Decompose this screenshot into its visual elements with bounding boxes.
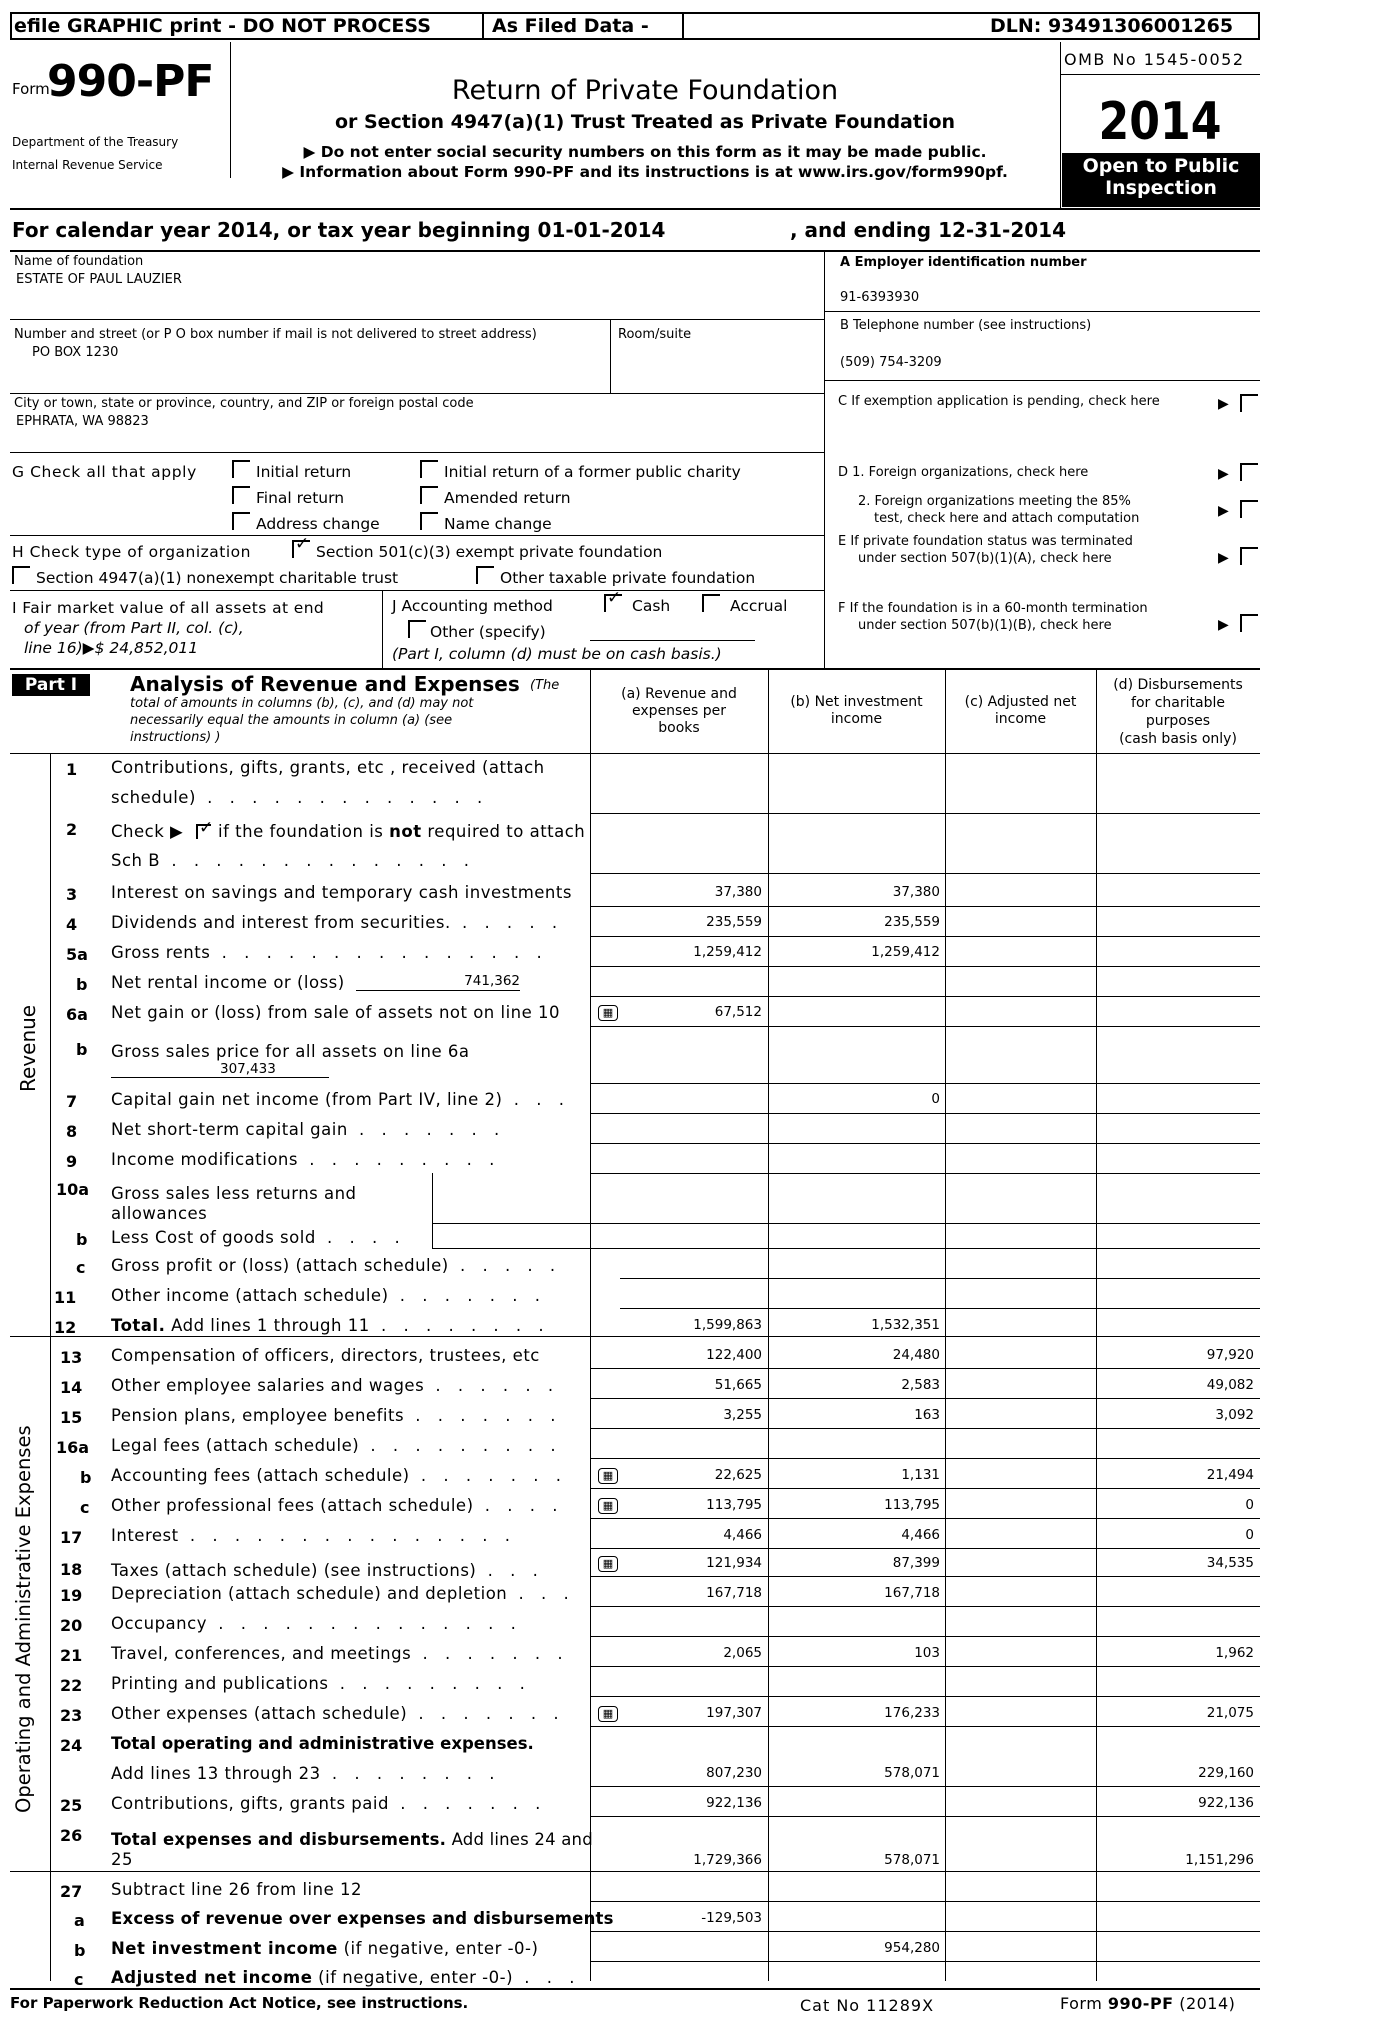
line-label: Gross sales price for all assets on line 6a xyxy=(111,1042,470,1061)
form-prefix: Form xyxy=(12,80,50,98)
amount-d: 1,962 xyxy=(1215,1645,1254,1661)
amount-b: 4,466 xyxy=(901,1527,940,1543)
f-line1: F If the foundation is in a 60-month termination xyxy=(838,601,1148,616)
line-number: c xyxy=(74,1970,84,1989)
line-number: 22 xyxy=(60,1676,83,1695)
amount-a: 1,259,412 xyxy=(693,944,762,960)
open-line2: Inspection xyxy=(1105,177,1217,199)
d1-checkbox[interactable] xyxy=(1240,463,1258,481)
line-label: schedule) . . . . . . . . . . . . . xyxy=(111,788,489,807)
g-address-change-checkbox[interactable] xyxy=(232,512,250,530)
amount-b: 103 xyxy=(914,1645,940,1661)
amount-d: 229,160 xyxy=(1198,1765,1254,1781)
line-number: 16a xyxy=(56,1438,90,1457)
irs-service: Internal Revenue Service xyxy=(12,158,163,172)
efile-label: efile GRAPHIC print - DO NOT PROCESS xyxy=(14,15,431,37)
amount-d: 0 xyxy=(1245,1497,1254,1513)
h-4947-checkbox[interactable] xyxy=(12,566,30,584)
amount-b: 578,071 xyxy=(884,1765,940,1781)
name-label: Name of foundation xyxy=(14,254,144,269)
amount-a: 1,729,366 xyxy=(693,1852,762,1868)
amount-d: 21,494 xyxy=(1206,1467,1254,1483)
line-number: 14 xyxy=(60,1378,83,1397)
city-value: EPHRATA, WA 98823 xyxy=(16,414,149,429)
line-label: Net rental income or (loss) xyxy=(111,973,345,992)
amount-a: 37,380 xyxy=(714,884,762,900)
line-label: Travel, conferences, and meetings . . . . . . . xyxy=(111,1644,569,1663)
c-exemption-label: C If exemption application is pending, check here xyxy=(838,394,1160,409)
dln: DLN: 93491306001265 xyxy=(990,15,1234,37)
phone-label: B Telephone number (see instructions) xyxy=(840,318,1092,333)
amount-a: 22,625 xyxy=(714,1467,762,1483)
line-label: Occupancy . . . . . . . . . . . . . . xyxy=(111,1614,522,1633)
line-number: 10a xyxy=(56,1180,90,1199)
attachment-icon[interactable]: ▦ xyxy=(598,1556,618,1572)
amount-a: 121,934 xyxy=(706,1555,762,1571)
line-label: Adjusted net income (if negative, enter -0-) . . . xyxy=(111,1968,581,1987)
net-rental-value: 741,362 xyxy=(464,973,520,989)
side-label-revenue: Revenue xyxy=(16,1004,40,1092)
line-label: Contributions, gifts, grants, etc , received (attach xyxy=(111,758,545,777)
g-amended-return-checkbox[interactable] xyxy=(420,486,438,504)
line-label: Total. Add lines 1 through 11 . . . . . . . . xyxy=(111,1316,550,1335)
line-label: Sch B . . . . . . . . . . . . . . xyxy=(111,851,475,870)
col-c-header: (c) Adjusted net income xyxy=(964,694,1077,727)
line-label: Accounting fees (attach schedule) . . . . . . . xyxy=(111,1466,568,1485)
footer-cat: Cat No 11289X xyxy=(800,1996,935,2015)
line-label: Compensation of officers, directors, trustees, etc xyxy=(111,1346,540,1365)
amount-b: 578,071 xyxy=(884,1852,940,1868)
j-other-checkbox[interactable] xyxy=(408,620,426,638)
line-number: 7 xyxy=(66,1092,78,1111)
line-number: 19 xyxy=(60,1586,83,1605)
line-number: 12 xyxy=(54,1318,77,1337)
open-line1: Open to Public xyxy=(1082,155,1240,177)
line-number: 2 xyxy=(66,820,78,839)
d2-line2: test, check here and attach computation xyxy=(874,511,1140,526)
line-number: 3 xyxy=(66,885,78,904)
line-number: 15 xyxy=(60,1408,83,1427)
line-number: 23 xyxy=(60,1706,83,1725)
line-label: Other employee salaries and wages . . . . . . xyxy=(111,1376,560,1395)
line-number: b xyxy=(74,1941,86,1960)
line-number: c xyxy=(80,1498,90,1517)
amount-b: 954,280 xyxy=(884,1940,940,1956)
amount-a: 122,400 xyxy=(706,1347,762,1363)
line-label: Dividends and interest from securities. . . . . . xyxy=(111,913,564,932)
line-label: Legal fees (attach schedule) . . . . . . . . . xyxy=(111,1436,562,1455)
form-title: Return of Private Foundation xyxy=(451,75,839,106)
e-line1: E If private foundation status was terminated xyxy=(838,534,1133,549)
line-label: Income modifications . . . . . . . . . xyxy=(111,1150,501,1169)
line-number: a xyxy=(74,1911,85,1930)
line-label: Total expenses and disbursements. Add lines 24 and xyxy=(111,1830,593,1849)
ein-label: A Employer identification number xyxy=(840,255,1087,270)
amount-b: 235,559 xyxy=(884,914,940,930)
amount-d: 34,535 xyxy=(1206,1555,1254,1571)
line-number: 24 xyxy=(60,1736,83,1755)
amount-b: 2,583 xyxy=(901,1377,940,1393)
f-checkbox[interactable] xyxy=(1240,614,1258,632)
part1-note3: instructions) ) xyxy=(130,730,221,745)
line-label: Contributions, gifts, grants paid . . . . . . . xyxy=(111,1794,547,1813)
line-label: Check ▶ xyxy=(111,822,184,841)
h-opt-other-taxable: Other taxable private foundation xyxy=(500,569,756,587)
col-d-header: (d) Disbursements for charitable purposes (cash basis only) xyxy=(1113,677,1243,747)
sch-b-checkbox[interactable] xyxy=(196,824,211,839)
col-b-header: (b) Net investment income xyxy=(790,694,923,727)
line-label: Gross rents . . . . . . . . . . . . . . . xyxy=(111,943,548,962)
line-label: 25 xyxy=(111,1850,133,1869)
amount-a: 235,559 xyxy=(706,914,762,930)
side-label-expenses: Operating and Administrative Expenses xyxy=(12,1425,35,1813)
amount-b: 113,795 xyxy=(884,1497,940,1513)
j-accrual-checkbox[interactable] xyxy=(702,594,720,612)
g-initial-return-checkbox[interactable] xyxy=(232,460,250,478)
line-label: Total operating and administrative expenses. xyxy=(111,1734,534,1753)
amount-d: 97,920 xyxy=(1206,1347,1254,1363)
amount-b: 87,399 xyxy=(892,1555,940,1571)
form-page: efile GRAPHIC print - DO NOT PROCESS As Filed Data - DLN: 93491306001265 Form 990-PF Department of the Treasury Internal Revenue Service Return of Private Foundation or Section 4947(a)(1) Trust Treated as Private Foundation ▶ Do not enter social security numbers on this form as it may be made public. ▶ Information about Form 990-PF and its instructions is at www.irs.gov/form990pf. OMB No 1545-0052 2014 Open to Public Inspection For calendar year 2014, or tax year beginning 01-01-2014 , and ending 12-31-2014 Name of foundation ESTATE OF PAUL LAUZIER A Employer identification number 91-6393930 Number and street (or P O box number if mail is not delivered to street address) Room/suite PO BOX 1230 B Telephone number (see instructions) (509) 754-3209 City or town, state or province, country, and ZIP or foreign postal code EPHRATA, WA 98823 C If exemption application is pending, check here ▶ G Check all that apply Initial return Initial return of a former public charity Final return Amended return Address change Name change H Check type of organization ✓ Section 501(c)(3) exempt private foundation Section 4947(a)(1) nonexempt charitable trust Other taxable private foundation I Fair market value of all assets at end of year (from Part II, col. (c), line 16)▶$ 24,852,011 J Accounting method ✓ Cash Accrual Other (specify) (Part I, column (d) must be on cash basis.) D 1. Foreign organizations, check here ▶ 2. Foreign organizations meeting the 85% test, check here and attach computation ▶ E If private foundation status was terminated under section 507(b)(1)(A), check here ▶ F If the foundation is in a 60-month termination under section 507(b)(1)(B), check here ▶ Part I Analysis of Revenue and Expenses (The total of amounts in columns (b), (c), and (d) may not necessarily equal the amounts in column (a) (see instructions) ) (a) Revenue and expenses per books (b) Net investment income (c) Adjusted net income (d) Disbursements for charitable purposes (cash basis only) Revenue Operating and Administrative Expenses 1 Contributions, gifts, grants, etc , received (attach schedule) . . . . . . . . . . . . . 2 Check ▶ ✓ if the foundation is not required to attach Sch B . . . . . . . . . . . . . . 3 Interest on savings and temporary cash investments 37,380 37,380 4 Dividends and interest from securities. . . . . . 235,559 235,559 5a Gross rents . . . . . . . . . . . . . . . 1,259,412 1,259,412 b Net rental income or (loss) 741,362 6a Net gain or (loss) from sale of assets not on line 10 ▦ 67,512 b Gross sales price for all assets on line 6a 307,433 7 Capital gain net income (from Part IV, line 2) . . . 0 8 Net short-term capital gain . . . . . . . 9 Income modifications . . . . . . . . . 10a Gross sales less returns and allowances b Less Cost of goods sold . . . . c Gross profit or (loss) (attach schedule) . . . . . 11 Other income (attach schedule) . . . . . . . 12 Total. Add lines 1 through 11 . . . . . . . . 1,599,863 1,532,351 13 Compensation of officers, directors, trustees, etc 122,400 24,480 97,920 14 Other employee salaries and wages . . . . . . 51,665 2,583 49,082 15 Pension plans, employee benefits . . . . . . . 3,255 163 3,092 16a Legal fees (attach schedule) . . . . . . . . . b Accounting fees (attach schedule) . . . . . . . ▦ 22,625 1,131 21,494 c Other professional fees (attach schedule) . . . . ▦ 113,795 113,795 0 17 Interest . . . . . . . . . . . . . . . 4,466 4,466 0 18 Taxes (attach schedule) (see instructions) . . . ▦ 121,934 87,399 34,535 19 Depreciation (attach schedule) and depletion . . . 167,718 167,718 20 Occupancy . . . . . . . . . . . . . . 21 Travel, conferences, and meetings . . . . . . . 2,065 103 1,962 22 Printing and publications . . . . . . . . . 23 Other expenses (attach schedule) . . . . . . . ▦ 197,307 176,233 21,075 24 Total operating and administrative expenses. Add lines 13 through 23 . . . . . . . . 807,230 578,071 229,160 25 Contributions, gifts, grants paid . . . . . . . 922,136 922,136 26 Total expenses and disbursements. Add lines 24 and 25 1,729,366 578,071 1,151,296 27 Subtract line 26 from line 12 a Excess of revenue over expenses and disbursements -129,503 b Net investment income (if negative, enter -0-) 954,280 c Adjusted net income (if negative, enter -0-) . . . For Paperwork Reduction Act Notice, see instructions. Cat No 11289X Form 990-PF (2014) xyxy=(0,0,1400,2031)
line-number: b xyxy=(76,1040,88,1059)
j-label: J Accounting method xyxy=(392,597,553,615)
amount-b: 163 xyxy=(914,1407,940,1423)
line-number: 27 xyxy=(60,1882,83,1901)
line-label: Net short-term capital gain . . . . . . . xyxy=(111,1120,506,1139)
line-label: allowances xyxy=(111,1204,208,1223)
amount-a: 51,665 xyxy=(714,1377,762,1393)
d2-checkbox[interactable] xyxy=(1240,500,1258,518)
amount-a: 113,795 xyxy=(706,1497,762,1513)
h-opt-4947: Section 4947(a)(1) nonexempt charitable trust xyxy=(36,569,399,587)
line-number: 18 xyxy=(60,1560,83,1579)
amount-d: 21,075 xyxy=(1206,1705,1254,1721)
street-label: Number and street (or P O box number if mail is not delivered to street address) xyxy=(14,327,537,342)
line-number: 21 xyxy=(60,1646,83,1665)
amount-a: 67,512 xyxy=(714,1004,762,1020)
g-opt-name-change: Name change xyxy=(444,515,552,533)
i-fair-market-value: line 16)▶$ 24,852,011 xyxy=(24,639,199,657)
line-label: Gross sales less returns and xyxy=(111,1184,357,1203)
amount-a: -129,503 xyxy=(701,1910,762,1926)
j-accrual-label: Accrual xyxy=(730,597,788,615)
amount-b: 1,259,412 xyxy=(871,944,940,960)
amount-a: 167,718 xyxy=(706,1585,762,1601)
line-number: 6a xyxy=(66,1005,88,1024)
part1-note2: necessarily equal the amounts in column (a) (see xyxy=(130,713,453,728)
tax-year-ending: , and ending 12-31-2014 xyxy=(790,218,1066,242)
amount-b: 24,480 xyxy=(892,1347,940,1363)
j-other-label: Other (specify) xyxy=(430,623,546,641)
line-number: 25 xyxy=(60,1796,83,1815)
g-opt-initial-return: Initial return xyxy=(256,463,352,481)
room-label: Room/suite xyxy=(618,327,692,342)
line-label: Less Cost of goods sold . . . . xyxy=(111,1228,406,1247)
d1-label: D 1. Foreign organizations, check here xyxy=(838,465,1089,480)
part1-note1: total of amounts in columns (b), (c), and (d) may not xyxy=(130,696,474,711)
line-number: c xyxy=(76,1258,86,1277)
line-label: Depreciation (attach schedule) and depletion . . . xyxy=(111,1584,575,1603)
amount-b: 1,532,351 xyxy=(871,1317,940,1333)
h-label: H Check type of organization xyxy=(12,543,251,561)
line-number: 17 xyxy=(60,1528,83,1547)
amount-b: 37,380 xyxy=(892,884,940,900)
amount-a: 3,255 xyxy=(723,1407,762,1423)
g-final-return-checkbox[interactable] xyxy=(232,486,250,504)
f-line2: under section 507(b)(1)(B), check here xyxy=(858,618,1112,633)
h-opt-501c3: Section 501(c)(3) exempt private foundation xyxy=(316,543,663,561)
line-number: 4 xyxy=(66,915,78,934)
line-label: Pension plans, employee benefits . . . . . . . xyxy=(111,1406,562,1425)
part1-title: Analysis of Revenue and Expenses xyxy=(130,672,520,696)
c-exemption-checkbox[interactable] xyxy=(1240,394,1258,412)
i-line2: of year (from Part II, col. (c), xyxy=(24,619,244,637)
amount-a: 4,466 xyxy=(723,1527,762,1543)
line-label: Subtract line 26 from line 12 xyxy=(111,1880,362,1899)
phone-value: (509) 754-3209 xyxy=(840,355,942,370)
tax-year: 2014 xyxy=(1098,92,1222,152)
line-number: 9 xyxy=(66,1152,78,1171)
col-a-header: (a) Revenue and expenses per books xyxy=(621,686,737,736)
g-opt-amended-return: Amended return xyxy=(444,489,571,507)
j-cash-checkbox[interactable] xyxy=(604,594,622,612)
line-number: b xyxy=(76,975,88,994)
dept-treasury: Department of the Treasury xyxy=(12,135,179,149)
attachment-icon[interactable]: ▦ xyxy=(598,1706,618,1722)
gross-sales-value: 307,433 xyxy=(220,1061,276,1077)
amount-b: 0 xyxy=(931,1091,940,1107)
line-number: 11 xyxy=(54,1288,77,1307)
line-number: 20 xyxy=(60,1616,83,1635)
g-label: G Check all that apply xyxy=(12,463,197,481)
line-number: 1 xyxy=(66,760,78,779)
part1-title-note: (The xyxy=(530,678,560,693)
attachment-icon[interactable]: ▦ xyxy=(598,1468,618,1484)
foundation-name: ESTATE OF PAUL LAUZIER xyxy=(16,272,182,287)
form-number: 990-PF xyxy=(47,56,214,107)
j-cash-label: Cash xyxy=(632,597,671,615)
g-name-change-checkbox[interactable] xyxy=(420,512,438,530)
g-initial-former-public-checkbox[interactable] xyxy=(420,460,438,478)
omb-number: OMB No 1545-0052 xyxy=(1064,50,1245,69)
amount-d: 1,151,296 xyxy=(1185,1852,1254,1868)
h-501c3-checkbox[interactable] xyxy=(292,540,310,558)
amount-d: 922,136 xyxy=(1198,1795,1254,1811)
amount-d: 0 xyxy=(1245,1527,1254,1543)
line-label: Other expenses (attach schedule) . . . . . . . xyxy=(111,1704,565,1723)
line-label: Printing and publications . . . . . . . . . xyxy=(111,1674,531,1693)
amount-a: 922,136 xyxy=(706,1795,762,1811)
line-number: 26 xyxy=(60,1826,83,1845)
d2-line1: 2. Foreign organizations meeting the 85% xyxy=(858,494,1131,509)
e-line2: under section 507(b)(1)(A), check here xyxy=(858,551,1112,566)
ein-value: 91-6393930 xyxy=(840,290,920,305)
form-subtitle: or Section 4947(a)(1) Trust Treated as Private Foundation xyxy=(334,111,956,133)
g-opt-final-return: Final return xyxy=(256,489,345,507)
footer-form: Form 990-PF (2014) xyxy=(1060,1994,1236,2013)
e-checkbox[interactable] xyxy=(1240,547,1258,565)
footer-paperwork: For Paperwork Reduction Act Notice, see instructions. xyxy=(10,1994,469,2012)
line-label: Other income (attach schedule) . . . . . . . xyxy=(111,1286,546,1305)
city-label: City or town, state or province, country, and ZIP or foreign postal code xyxy=(14,396,474,411)
amount-d: 3,092 xyxy=(1215,1407,1254,1423)
amount-d: 49,082 xyxy=(1206,1377,1254,1393)
calendar-year: For calendar year 2014, or tax year beginning 01-01-2014 xyxy=(12,218,666,242)
part1-tag: Part I xyxy=(12,674,90,696)
as-filed-label: As Filed Data - xyxy=(492,15,649,37)
attachment-icon[interactable]: ▦ xyxy=(598,1005,618,1021)
line-label: Net gain or (loss) from sale of assets not on line 10 xyxy=(111,1003,561,1022)
g-opt-address-change: Address change xyxy=(256,515,380,533)
amount-b: 176,233 xyxy=(884,1705,940,1721)
amount-a: 807,230 xyxy=(706,1765,762,1781)
line-number: b xyxy=(80,1468,92,1487)
line-number: b xyxy=(76,1230,88,1249)
line-label: Taxes (attach schedule) (see instructions) . . . xyxy=(111,1561,544,1580)
line-number: 13 xyxy=(60,1348,83,1367)
attachment-icon[interactable]: ▦ xyxy=(598,1498,618,1514)
amount-a: 2,065 xyxy=(723,1645,762,1661)
line-label: Capital gain net income (from Part IV, line 2) . . . xyxy=(111,1090,570,1109)
line-label: Interest . . . . . . . . . . . . . . . xyxy=(111,1526,516,1545)
line-label: Net investment income (if negative, enter -0-) xyxy=(111,1939,539,1958)
g-opt-initial-former-public: Initial return of a former public charity xyxy=(444,463,741,481)
line-number: 5a xyxy=(66,945,88,964)
line-label: Gross profit or (loss) (attach schedule) . . . . . xyxy=(111,1256,562,1275)
line-label: Add lines 13 through 23 . . . . . . . . xyxy=(111,1764,501,1783)
h-other-taxable-checkbox[interactable] xyxy=(476,566,494,584)
line-label: Excess of revenue over expenses and disbursements xyxy=(111,1909,614,1928)
j-note: (Part I, column (d) must be on cash basis.) xyxy=(392,645,722,663)
amount-a: 1,599,863 xyxy=(693,1317,762,1333)
line-label: Interest on savings and temporary cash investments xyxy=(111,883,572,902)
amount-a: 197,307 xyxy=(706,1705,762,1721)
line-label: Other professional fees (attach schedule) . . . . xyxy=(111,1496,564,1515)
amount-b: 167,718 xyxy=(884,1585,940,1601)
ssn-notice: ▶ Do not enter social security numbers on this form as it may be made public. xyxy=(303,143,987,161)
info-notice: ▶ Information about Form 990-PF and its instructions is at www.irs.gov/form990pf. xyxy=(282,163,1008,181)
amount-b: 1,131 xyxy=(901,1467,940,1483)
line-number: 8 xyxy=(66,1122,78,1141)
i-line1: I Fair market value of all assets at end xyxy=(12,599,325,617)
line-label: if the foundation is not required to attach xyxy=(218,822,586,841)
street-value: PO BOX 1230 xyxy=(32,345,119,360)
open-to-public-box xyxy=(1062,153,1260,207)
